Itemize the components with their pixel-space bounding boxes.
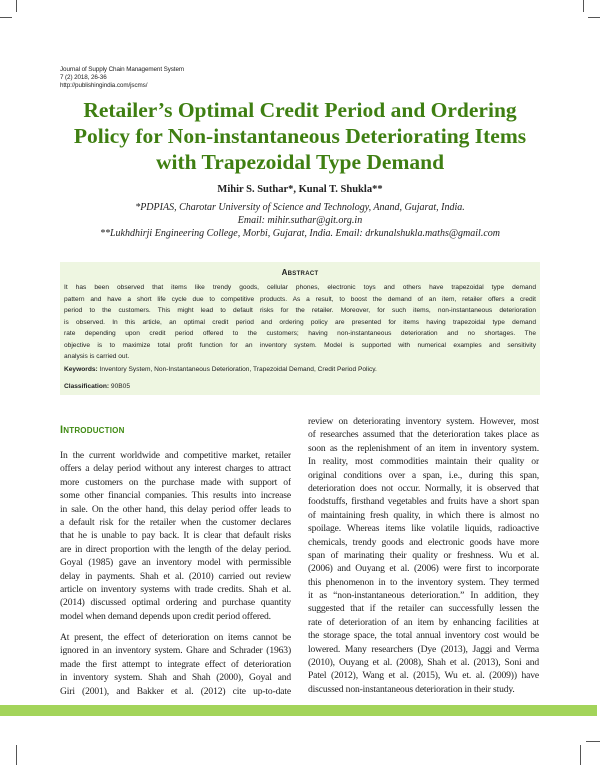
text-line: is observed. In this article, an optimal credit period and ordering policy are presented for items having trapezoidal type demand (64, 318, 536, 326)
text-line: article on inventory systems with trade credits. Shah et al. (60, 583, 291, 595)
text-line: made the first attempt to integrate effect of deterioration (60, 658, 291, 670)
text-line: soon as the replenishment of an item in inventory system. (308, 442, 539, 454)
text-line: of researches assumed that the deterioration takes place as (308, 429, 539, 441)
text-line: In the current worldwide and competitive market, retailer (60, 450, 291, 461)
classification-label: Classification: (64, 383, 110, 390)
text-line: deterioration does not occur. Normally, it is observed that (308, 482, 539, 494)
paragraph-gap (60, 623, 291, 631)
text-line: review on deteriorating inventory system. However, most (308, 416, 539, 427)
affiliation-email: Email: mihir.suthar@git.org.in (237, 215, 363, 226)
text-line: Goyal (1985) gave an inventory model with permissible (60, 557, 291, 569)
text-line: Giri (2001), and Bakker et al. (2012) cite up-to-date (60, 685, 291, 697)
title-line: Retailer’s Optimal Credit Period and Ordering (83, 98, 517, 122)
journal-issue: 7 (2) 2018, 26-36 (60, 74, 107, 81)
affiliations (0, 201, 600, 240)
crop-mark (580, 745, 581, 765)
section-heading-introduction: Introduction (60, 424, 125, 436)
abstract-box (60, 262, 540, 395)
title-line: with Trapezoidal Type Demand (155, 150, 445, 174)
keywords-value: Inventory System, Non-Instantaneous Deterioration, Trapezoidal Demand, Credit Period Policy. (99, 366, 377, 373)
text-line: are in direct proportion with the length of the delay period. (60, 543, 291, 555)
text-line: discussed non-instantaneous deterioration in their study. (308, 683, 515, 695)
text-line: chemicals, trendy goods and electronic goods have more (308, 536, 539, 548)
crop-mark (586, 741, 600, 742)
journal-name: Journal of Supply Chain Management System (60, 66, 185, 73)
left-column (60, 449, 291, 698)
text-line: ignored in an inventory system. Ghare and Schrader (1963) (60, 645, 291, 657)
text-line: period to the customers. This might lead to default risks for the retailer. Moreover, for such items, non-instantaneous deterioration (64, 307, 536, 314)
text-line: (2010), Ouyang et al. (2008), Shah et al. (2013), Soni and (308, 657, 539, 669)
journal-url[interactable]: http://publishingindia.com/jscms/ (60, 82, 148, 89)
right-column (308, 415, 539, 696)
crop-mark (16, 745, 17, 765)
text-line: Patel (2012), Wang et al. (2015), Wu et. al. (2009)) have (308, 670, 539, 682)
affiliation: *PDPIAS, Charotar University of Science and Technology, Anand, Gujarat, India. (135, 202, 465, 213)
text-line: foodstuffs, firsthand vegetables and fruits have a short span (308, 496, 539, 508)
crop-mark (583, 0, 584, 12)
text-line: At present, the effect of deterioration on items cannot be (60, 632, 291, 644)
text-line: of maintaining fresh quality, in which there is almost no (308, 509, 539, 521)
text-line: rate depending upon credit period offered to the customers; having non-instantaneous deterioration and no shortages. The (64, 330, 536, 337)
journal-info (60, 66, 184, 90)
text-line: offers a delay period without any interest charges to attract (60, 463, 291, 475)
classification-value: 90B05 (110, 383, 130, 390)
text-line: It has been observed that items like trendy goods, cellular phones, electronic toys and others have trapezoidal type demand (64, 284, 536, 291)
keywords (64, 366, 377, 373)
text-line: objective is to maximize total profit function for an inventory system. Model is supported with numerical examples and sensitivity (64, 341, 536, 349)
text-line: more customers on the purchase made with support of (60, 476, 291, 488)
text-line: in sale. On the other hand, this delay period offer leads to (60, 503, 291, 515)
paper-title (0, 97, 600, 175)
text-line: model when demand depends upon credit period offered. (60, 610, 271, 622)
text-line: pattern and have a short life cycle due to competitive products. As a result, to boost the demand of an item, retailer offers a credit (64, 295, 536, 303)
text-line: this phenomenon in to the inventory system. They termed (308, 576, 539, 588)
abstract-heading: Abstract (281, 268, 319, 277)
crop-mark (588, 17, 600, 18)
footer-bar (0, 705, 597, 716)
text-line: In reality, most commodities maintain their quality or (308, 456, 539, 468)
text-line: suggested that if the retailer can successfully lessen the (308, 603, 539, 615)
affiliation: **Lukhdhirji Engineering College, Morbi, Gujarat, India. Email: drkunalshukla.maths@gmail.com (99, 228, 500, 239)
crop-mark (0, 17, 12, 18)
text-line: the storage space, the total annual inventory cost would be (308, 630, 539, 642)
text-line: spoilage. Whereas items like volatile liquids, radioactive (308, 523, 539, 535)
text-line: original conditions over a span, i.e., during this span, (308, 469, 539, 481)
abstract-text (64, 282, 536, 363)
text-line: a default risk for the retailer when the customer declares (60, 516, 291, 528)
keywords-label: Keywords: (64, 366, 98, 373)
text-line: some other financial companies. This results into increase (60, 490, 291, 502)
authors: Mihir S. Suthar*, Kunal T. Shukla** (217, 184, 383, 195)
text-line: lowered. Many researchers (Dye (2013), Jaggi and Verma (308, 643, 539, 655)
text-line: rate of deterioration of an item by enhancing facilities at (308, 616, 539, 628)
text-line: (2014) discussed optimal ordering and purchase quantity (60, 597, 291, 609)
text-line: that he is unable to pay back. It is clear that default risks (60, 530, 291, 542)
text-line: delay in payments. Shah et al. (2010) carried out review (60, 570, 291, 582)
text-line: (2006) and Ouyang et al. (2006) were first to incorporate (308, 563, 539, 575)
text-line: span of marinating their quality or freshness. Wu et al. (308, 549, 539, 561)
classification (64, 383, 130, 390)
text-line: it as “non-instantaneous deterioration.” In addition, they (308, 590, 539, 602)
text-line: in inventory system. Shah and Shah (2000), Goyal and (60, 672, 291, 684)
crop-mark (16, 0, 17, 12)
title-line: Policy for Non-instantaneous Deteriorating Items (73, 124, 527, 148)
text-line: analysis is carried out. (64, 353, 130, 360)
